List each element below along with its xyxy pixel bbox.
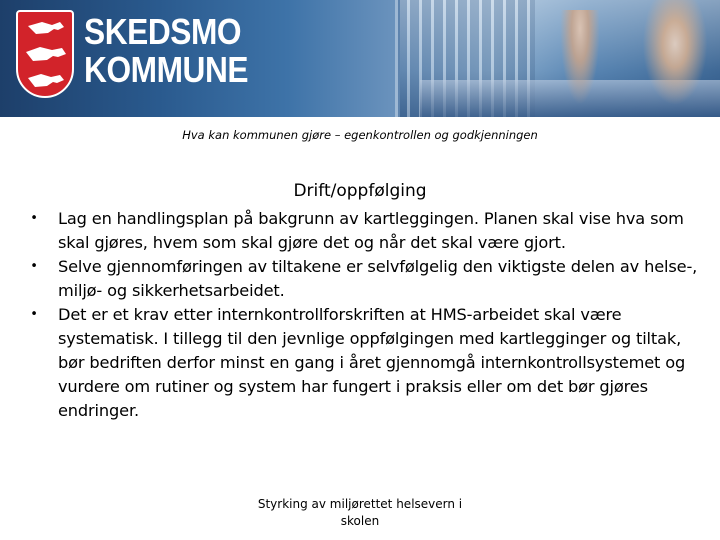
slide-subtitle: Hva kan kommunen gjøre – egenkontrollen og godkjenningen [182, 128, 538, 142]
bullet-text: Det er et krav etter internkontrollforskriften at HMS-arbeidet skal være systematisk. I tillegg til den jevnlige oppfølgingen med kartlegginger og tiltak, bør bedriften derfor minst en gang i året gjennomgå internkontrollsystemet og vurdere om rutiner og system har fungert i praksis eller om det bør gjøres endringer. [58, 305, 686, 420]
header-banner [0, 0, 720, 117]
logo-text-kommune: KOMMUNE [84, 49, 249, 90]
bullet-item [28, 207, 698, 255]
slide-footer: Styrking av miljørettet helsevern i skolen [257, 497, 463, 528]
logo-text-skedsmo: SKEDSMO [84, 11, 242, 52]
skedsmo-coat-of-arms-icon [16, 10, 74, 98]
bullet-item [28, 255, 698, 303]
banner-photo-person [560, 10, 600, 105]
banner-photo-person [640, 0, 710, 110]
bullet-list [28, 207, 698, 423]
bullet-glyph: • [30, 307, 38, 322]
slide-heading: Drift/oppfølging [293, 181, 427, 201]
bullet-text: Selve gjennomføringen av tiltakene er selvfølgelig den viktigste delen av helse-, miljø- og sikkerhetsarbeidet. [58, 257, 698, 300]
bullet-item [28, 303, 698, 423]
bullet-glyph: • [30, 259, 38, 274]
bullet-glyph: • [30, 211, 38, 226]
bullet-text: Lag en handlingsplan på bakgrunn av kartleggingen. Planen skal vise hva som skal gjøres, hvem som skal gjøre det og når det skal være gjort. [58, 209, 684, 252]
